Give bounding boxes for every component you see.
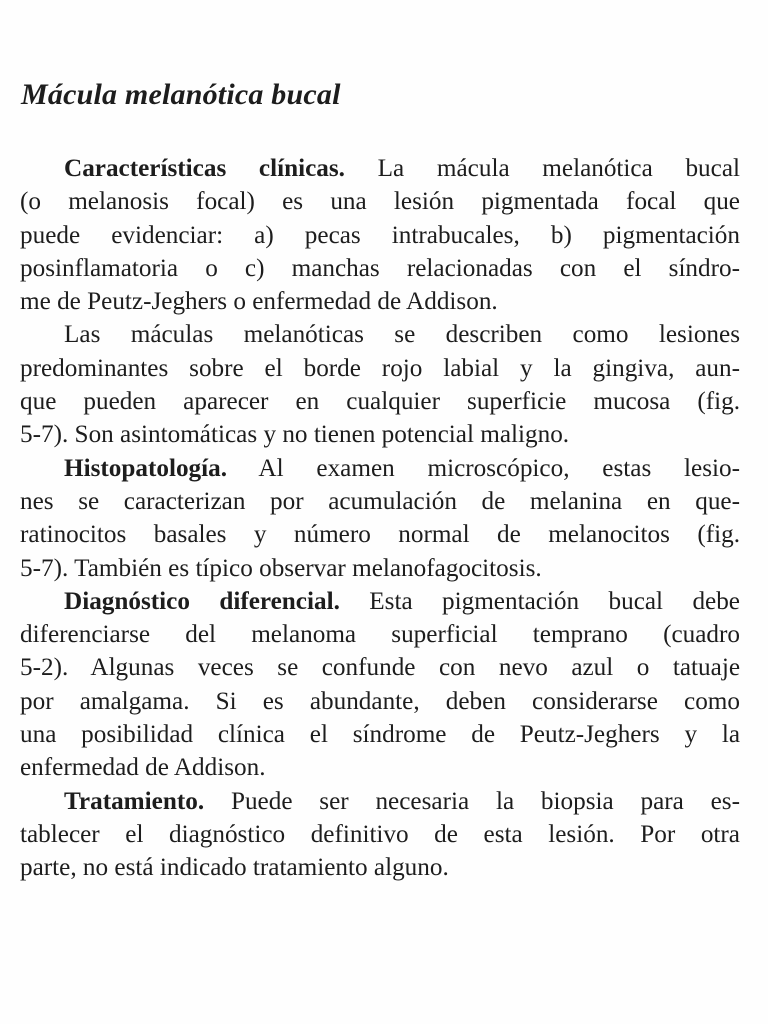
text-line: nes se caracterizan por acumulación de melanina en que-	[20, 487, 740, 515]
text-line: Características clínicas. La mácula melanótica bucal	[64, 155, 740, 182]
section-heading: Características clínicas.	[64, 155, 345, 182]
text-line: diferenciarse del melanoma superficial temprano (cuadro	[20, 621, 740, 649]
text-line: Las máculas melanóticas se describen como lesiones	[64, 321, 740, 349]
text-line: tablecer el diagnóstico definitivo de esta lesión. Por otra	[20, 820, 740, 848]
text-line: 5-7). Son asintomáticas y no tienen potencial maligno.	[20, 421, 570, 449]
section-heading: Histopatología.	[64, 454, 228, 482]
text-line: puede evidenciar: a) pecas intrabucales, b) pigmentación	[20, 221, 740, 249]
text-line: por amalgama. Si es abundante, deben considerarse como	[20, 687, 740, 715]
paragraph-tratamiento	[20, 785, 740, 885]
text-line: enfermedad de Addison.	[20, 754, 266, 782]
text-line: me de Peutz-Jeghers o enfermedad de Addison.	[20, 288, 498, 316]
paragraph-diagnostico-diferencial	[20, 585, 740, 785]
paragraph-histopatologia	[20, 452, 740, 585]
text-line: (o melanosis focal) es una lesión pigmentada focal que	[20, 188, 740, 216]
section-heading: Tratamiento.	[64, 787, 205, 815]
text-line: posinflamatoria o c) manchas relacionadas con el síndro-	[20, 254, 740, 282]
page-title: Mácula melanótica bucal	[21, 78, 341, 111]
text-line: Histopatología. Al examen microscópico, estas lesio-	[64, 454, 740, 482]
text-line: 5-2). Algunas veces se confunde con nevo azul o tatuaje	[20, 654, 740, 682]
paragraph-maculas-melanoticas	[20, 318, 740, 451]
paragraph-caracteristicas-clinicas	[20, 152, 740, 318]
body-text	[20, 152, 740, 885]
text-line: una posibilidad clínica el síndrome de Peutz-Jeghers y la	[20, 721, 740, 749]
text-line: 5-7). También es típico observar melanofagocitosis.	[20, 554, 542, 582]
text-line: Diagnóstico diferencial. Esta pigmentación bucal debe	[64, 587, 740, 615]
text-line: ratinocitos basales y número normal de melanocitos (fig.	[20, 521, 740, 549]
text-line: predominantes sobre el borde rojo labial y la gingiva, aun-	[20, 354, 740, 382]
text-line: parte, no está indicado tratamiento alguno.	[20, 854, 449, 882]
text-line: Tratamiento. Puede ser necesaria la biopsia para es-	[64, 787, 740, 815]
text-line: que pueden aparecer en cualquier superficie mucosa (fig.	[20, 388, 740, 416]
section-heading: Diagnóstico diferencial.	[64, 587, 340, 615]
